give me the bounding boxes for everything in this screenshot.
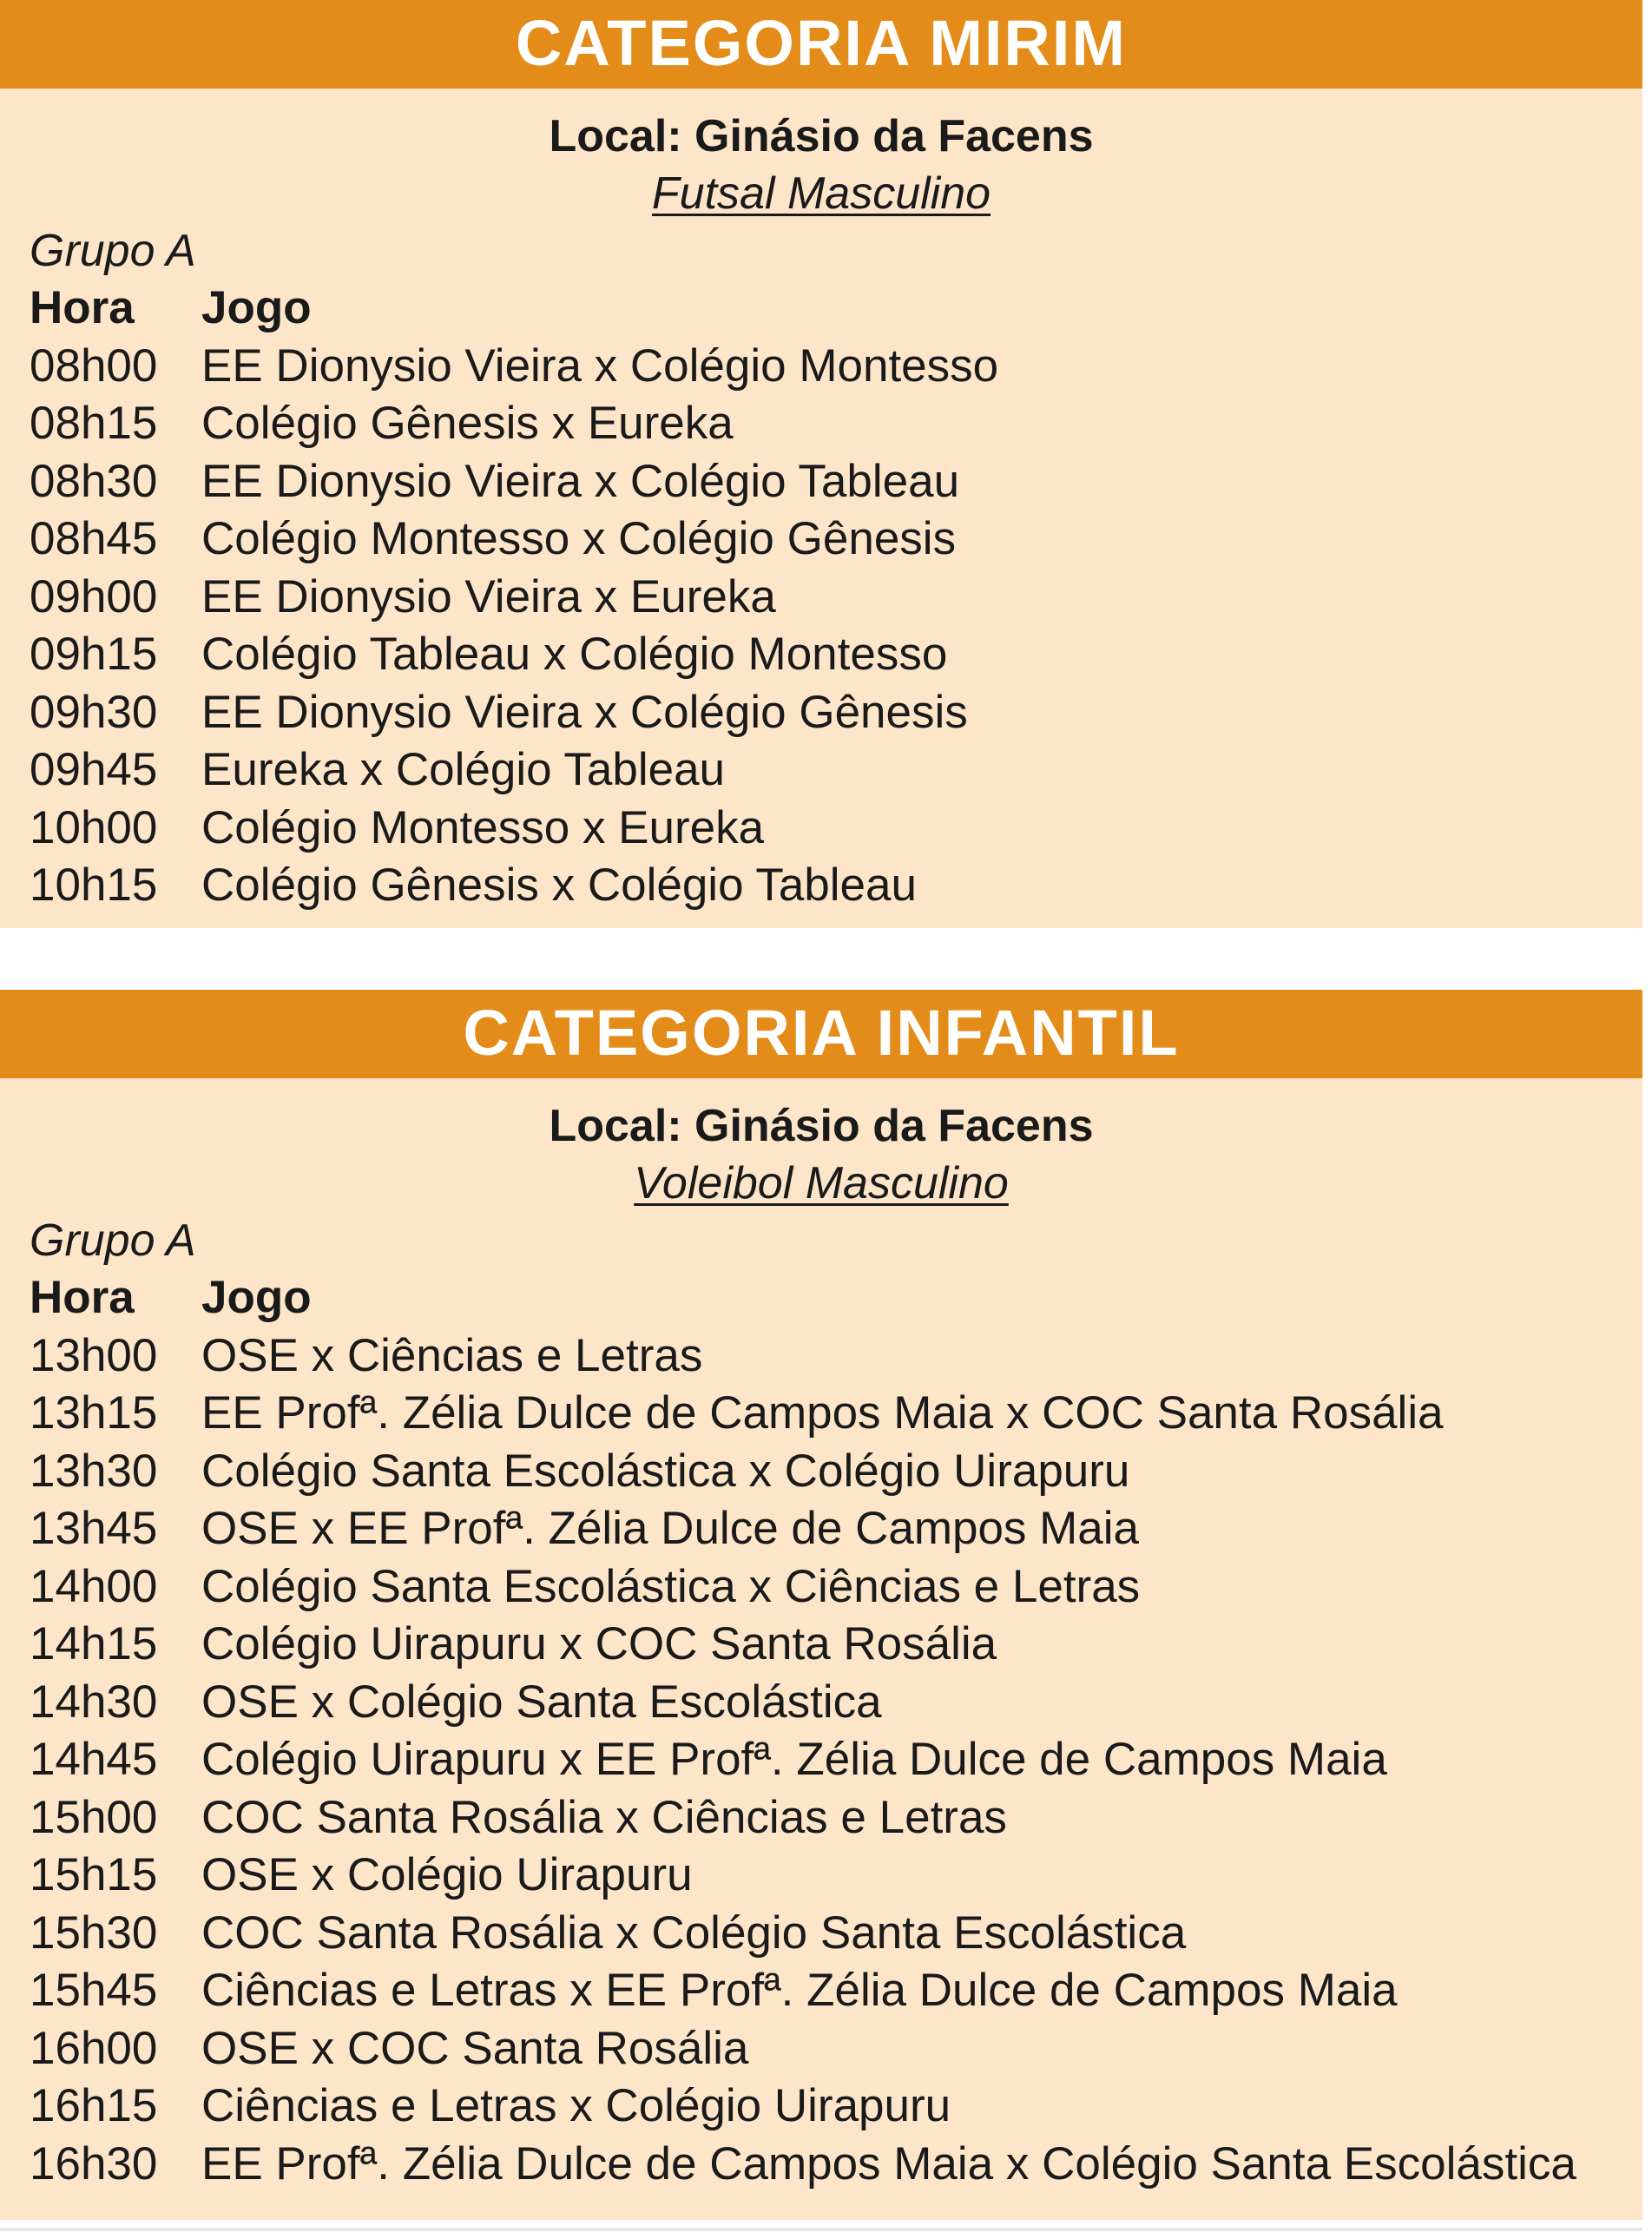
game-match: EE Dionysio Vieira x Eureka	[201, 570, 776, 622]
table-header	[0, 280, 1642, 338]
game-time: 09h00	[30, 570, 158, 622]
game-match: OSE x EE Profª. Zélia Dulce de Campos Maia	[201, 1503, 1140, 1554]
column-header-time: Hora	[30, 282, 135, 333]
table-row	[0, 510, 1642, 569]
table-row	[0, 1962, 1642, 2020]
column-header-game: Jogo	[201, 282, 312, 333]
game-time: 10h00	[30, 801, 158, 853]
game-time: 16h15	[30, 2080, 158, 2131]
group-label: Grupo A	[30, 1215, 196, 1266]
location-label: Local: Ginásio da Facens	[549, 1101, 1094, 1151]
column-header-game: Jogo	[201, 1272, 312, 1323]
game-time: 08h15	[30, 398, 158, 449]
table-row	[0, 1327, 1642, 1386]
game-time: 15h45	[30, 1965, 158, 2016]
game-time: 16h00	[30, 2022, 158, 2074]
sport-label: Futsal Masculino	[651, 168, 991, 219]
game-match: OSE x Ciências e Letras	[201, 1329, 703, 1381]
game-time: 15h30	[30, 1906, 158, 1959]
table-row	[0, 1731, 1642, 1789]
table-row	[0, 1385, 1642, 1443]
section-infantil	[0, 990, 1642, 2220]
game-match: Eureka x Colégio Tableau	[201, 744, 726, 795]
table-row	[0, 1789, 1642, 1847]
game-time: 08h45	[30, 513, 158, 564]
game-match: Colégio Montesso x Eureka	[201, 801, 765, 853]
game-match: Ciências e Letras x Colégio Uirapuru	[201, 2080, 951, 2131]
table-row	[0, 741, 1642, 800]
game-match: Colégio Montesso x Colégio Gênesis	[201, 513, 957, 564]
game-match: Colégio Gênesis x Colégio Tableau	[201, 859, 917, 911]
game-match: OSE x COC Santa Rosália	[201, 2022, 749, 2074]
game-time: 14h15	[30, 1618, 158, 1669]
game-match: EE Profª. Zélia Dulce de Campos Maia x COC Santa Rosália	[201, 1387, 1444, 1439]
game-match: Colégio Santa Escolástica x Ciências e Letras	[201, 1560, 1141, 1612]
game-match: OSE x Colégio Santa Escolástica	[201, 1676, 882, 1728]
game-time: 15h15	[30, 1849, 158, 1900]
game-time: 16h30	[30, 2137, 158, 2190]
game-time: 09h45	[30, 744, 158, 795]
game-time: 14h45	[30, 1734, 158, 1785]
game-match: COC Santa Rosália x Colégio Santa Escolástica	[201, 1906, 1187, 1959]
table-row	[0, 1905, 1642, 1963]
table-row	[0, 1847, 1642, 1905]
location-label: Local: Ginásio da Facens	[549, 111, 1094, 161]
sport-label: Voleibol Masculino	[634, 1158, 1009, 1208]
table-row	[0, 1674, 1642, 1732]
game-match: Ciências e Letras x EE Profª. Zélia Dulce de Campos Maia	[201, 1965, 1398, 2016]
game-time: 14h00	[30, 1560, 158, 1612]
table-row	[0, 2020, 1642, 2078]
game-match: Colégio Santa Escolástica x Colégio Uirapuru	[201, 1445, 1130, 1497]
game-match: EE Dionysio Vieira x Colégio Montesso	[201, 339, 999, 392]
game-time: 08h30	[30, 455, 158, 507]
table-header	[0, 1269, 1642, 1327]
game-match: COC Santa Rosália x Ciências e Letras	[201, 1791, 1007, 1843]
game-match: Colégio Uirapuru x COC Santa Rosália	[201, 1618, 997, 1669]
table-row	[0, 1500, 1642, 1558]
group-label: Grupo A	[30, 226, 196, 276]
table-row	[0, 2078, 1642, 2136]
game-match: OSE x Colégio Uirapuru	[201, 1849, 693, 1900]
category-title: CATEGORIA MIRIM	[0, 0, 1642, 89]
game-match: Colégio Tableau x Colégio Montesso	[201, 629, 948, 680]
table-row	[0, 2136, 1642, 2194]
column-header-time: Hora	[30, 1272, 135, 1323]
table-row	[0, 800, 1642, 858]
game-time: 10h15	[30, 859, 158, 911]
game-match: Colégio Uirapuru x EE Profª. Zélia Dulce de Campos Maia	[201, 1734, 1387, 1785]
games-list	[0, 338, 1642, 915]
game-match: EE Dionysio Vieira x Colégio Gênesis	[201, 686, 968, 738]
table-row	[0, 1443, 1642, 1501]
game-match: EE Profª. Zélia Dulce de Campos Maia x Colégio Santa Escolástica	[201, 2137, 1576, 2190]
table-row	[0, 453, 1642, 511]
bottom-divider	[0, 2228, 1642, 2231]
games-list	[0, 1327, 1642, 2194]
table-row	[0, 684, 1642, 742]
game-match: EE Dionysio Vieira x Colégio Tableau	[201, 455, 960, 507]
game-time: 13h00	[30, 1329, 158, 1381]
table-row	[0, 569, 1642, 627]
table-row	[0, 395, 1642, 453]
table-row	[0, 1558, 1642, 1617]
game-time: 09h30	[30, 686, 158, 738]
category-title: CATEGORIA INFANTIL	[0, 990, 1642, 1078]
game-match: Colégio Gênesis x Eureka	[201, 398, 734, 449]
table-row	[0, 338, 1642, 396]
game-time: 15h00	[30, 1791, 158, 1843]
game-time: 13h45	[30, 1503, 158, 1554]
game-time: 13h15	[30, 1387, 158, 1439]
section-mirim	[0, 0, 1642, 928]
game-time: 13h30	[30, 1445, 158, 1497]
table-row	[0, 1616, 1642, 1674]
game-time: 14h30	[30, 1676, 158, 1728]
table-row	[0, 857, 1642, 915]
game-time: 08h00	[30, 339, 158, 392]
table-row	[0, 626, 1642, 684]
game-time: 09h15	[30, 629, 158, 680]
